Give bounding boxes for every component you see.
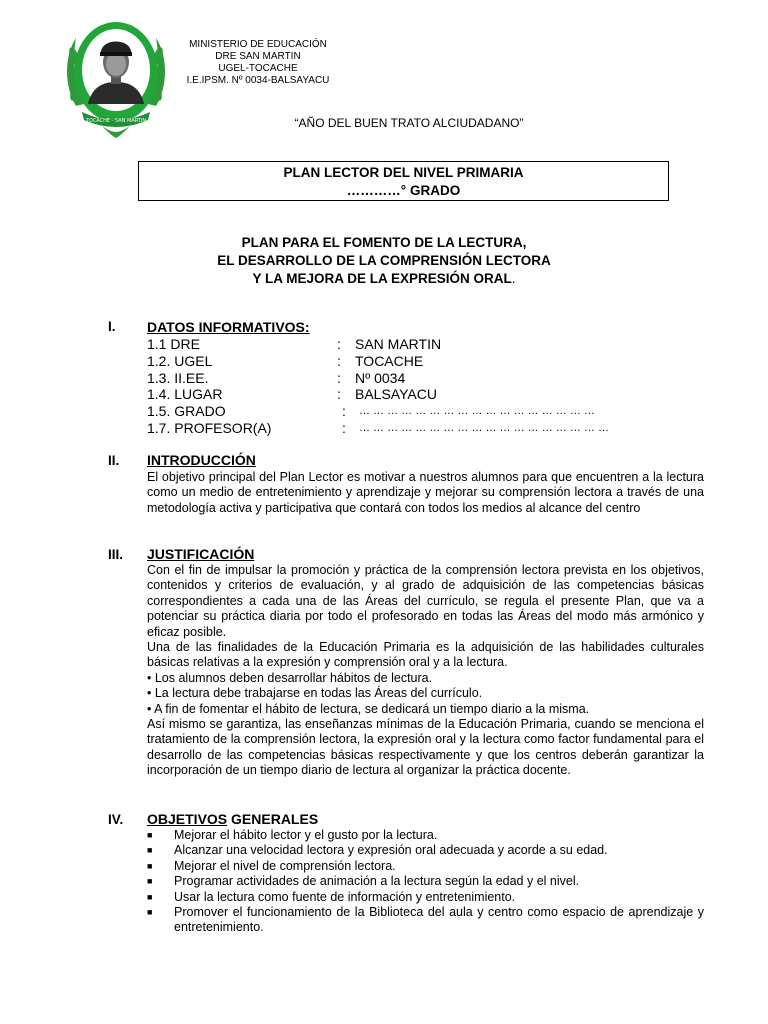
datos-row <box>147 370 609 387</box>
datos-value: TOCACHE <box>355 352 424 369</box>
list-item <box>147 843 704 858</box>
datos-colon: : <box>342 419 346 436</box>
svg-text:TOCACHE - SAN MARTIN: TOCACHE - SAN MARTIN <box>85 118 147 124</box>
justification-paragraph: Así mismo se garantiza, las enseñanzas mínimas de la Educación Primaria, cuando se menciona el tratamiento de la comprensión lectora, la expresión oral y la lectura como factor fundamental para el desarrollo de las competencias básicas respectivamente y que los centros deberán garantizar la incorporación de un tiempo diario de lectura al organizar la práctica docente. <box>147 717 704 778</box>
square-bullet-icon: ■ <box>147 860 153 871</box>
section-heading-justificacion: JUSTIFICACIÓN <box>147 546 255 562</box>
objective-text: Mejorar el hábito lector y el gusto por la lectura. <box>174 828 438 842</box>
list-item <box>147 890 704 905</box>
grade-title: …………° GRADO <box>346 183 461 198</box>
square-bullet-icon: ■ <box>147 907 153 918</box>
square-bullet-icon: ■ <box>147 891 153 902</box>
datos-row <box>147 336 609 353</box>
list-item <box>147 905 704 936</box>
ministry-line: MINISTERIO DE EDUCACIÓN <box>189 39 327 50</box>
ministry-line: UGEL-TOCACHE <box>218 63 298 74</box>
section-number: III. <box>108 547 124 562</box>
datos-key: 1.3. II.EE. <box>147 369 209 386</box>
datos-key: 1.4. LUGAR <box>147 386 223 403</box>
datos-row <box>147 403 609 420</box>
objectives-list <box>147 828 704 936</box>
datos-value: SAN MARTIN <box>355 336 442 352</box>
justification-body <box>147 563 704 779</box>
datos-colon: : <box>337 352 341 369</box>
main-title-period: . <box>511 271 516 286</box>
main-title-line: PLAN PARA EL FOMENTO DE LA LECTURA, <box>241 235 527 250</box>
square-bullet-icon: ■ <box>147 830 153 840</box>
justification-bullet: • Los alumnos deben desarrollar hábitos de lectura. <box>147 670 433 685</box>
section-number: IV. <box>108 812 124 827</box>
square-bullet-icon: ■ <box>147 845 153 856</box>
datos-colon: : <box>337 386 341 403</box>
main-title-line: EL DESARROLLO DE LA COMPRENSIÓN LECTORA <box>217 253 551 268</box>
justification-paragraph: Una de las finalidades de la Educación Primaria es la adquisición de las habilidades culturales básicas relativas a la expresión y comprensión oral y a la lectura. <box>147 640 704 670</box>
section-heading-objetivos-b: GENERALES <box>227 811 319 827</box>
datos-colon: : <box>337 369 341 386</box>
ministry-line: I.E.IPSM. Nº 0034-BALSAYACU <box>186 75 330 86</box>
datos-table <box>147 336 609 437</box>
main-title <box>0 234 768 288</box>
datos-row <box>147 420 609 437</box>
title-box <box>138 161 669 201</box>
ministry-info <box>178 39 338 87</box>
square-bullet-icon: ■ <box>147 876 153 887</box>
intro-text: El objetivo principal del Plan Lector es motivar a nuestros alumnos para que encuentren a la lectura como un medio de entretenimiento y aprendizaje y mejorar su comprensión lectora a través de una metodología activa y participativa que contará con todos los medios al alcance del centro <box>147 470 704 515</box>
section-heading-datos: DATOS INFORMATIVOS: <box>147 319 310 335</box>
main-title-line-text: Y LA MEJORA DE LA EXPRESIÓN ORAL <box>252 271 512 286</box>
datos-value: BALSAYACU <box>355 386 437 403</box>
plan-title: PLAN LECTOR DEL NIVEL PRIMARIA <box>283 165 524 180</box>
list-item <box>147 859 704 874</box>
justification-paragraph: Con el fin de impulsar la promoción y práctica de la comprensión lectora prevista en los objetivos, contenidos y criterios de evaluación, y al grado de adquisición de las competencias básicas correspondientes a cada una de las Áreas del currículo, se regula el presente Plan, que va a potenciar su práctica diaria por todo el profesorado en todas las Áreas del modo más armónico y eficaz posible. <box>147 563 704 639</box>
objective-text: Usar la lectura como fuente de información y entretenimiento. <box>174 889 516 904</box>
datos-key: 1.1 DRE <box>147 336 200 352</box>
ministry-line: DRE SAN MARTIN <box>215 51 301 62</box>
list-item <box>147 828 704 843</box>
datos-key: 1.5. GRADO <box>147 403 226 420</box>
section-heading-objetivos <box>147 811 318 827</box>
objective-text: Promover el funcionamiento de la Biblioteca del aula y centro como espacio de aprendizaje y entretenimiento. <box>174 905 704 935</box>
datos-value: … … … … … … … … … … … … … … … … … <box>359 405 595 418</box>
datos-key: 1.2. UGEL <box>147 352 213 369</box>
datos-value: … … … … … … … … … … … … … … … … … … <box>359 421 609 434</box>
datos-colon: : <box>337 336 341 352</box>
justification-bullet: • A fin de fomentar el hábito de lectura, se dedicará un tiempo diario a la misma. <box>147 701 590 716</box>
main-title-line <box>0 270 768 288</box>
section-heading-introduccion: INTRODUCCIÓN <box>147 452 256 468</box>
datos-colon: : <box>342 403 346 420</box>
objective-text: Mejorar el nivel de comprensión lectora. <box>174 858 396 873</box>
year-motto: “AÑO DEL BUEN TRATO ALCIUDADANO” <box>294 116 524 130</box>
objective-text: Programar actividades de animación a la lectura según la edad y el nivel. <box>174 874 580 889</box>
list-item <box>147 874 704 889</box>
section-number: II. <box>108 453 120 468</box>
section-number: I. <box>108 319 116 334</box>
objective-text: Alcanzar una velocidad lectora y expresión oral adecuada y acorde a su edad. <box>174 843 608 858</box>
intro-paragraph <box>147 470 704 516</box>
justification-bullet: • La lectura debe trabajarse en todas las Áreas del currículo. <box>147 686 483 701</box>
section-heading-objetivos-a: OBJETIVOS <box>147 811 228 827</box>
datos-key: 1.7. PROFESOR(A) <box>147 419 272 436</box>
datos-row <box>147 353 609 370</box>
datos-value: Nº 0034 <box>355 369 406 386</box>
datos-row <box>147 386 609 403</box>
